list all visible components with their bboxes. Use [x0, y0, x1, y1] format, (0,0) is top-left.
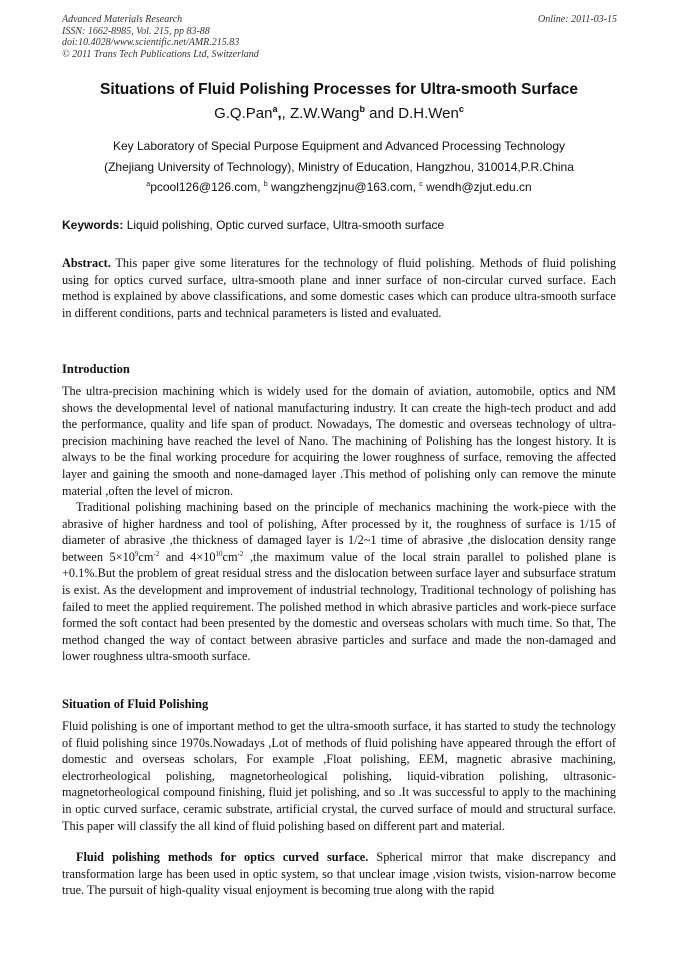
intro-paragraph-1: The ultra-precision machining which is widely used for the domain of aviation, automobile, optics and NM shows the developmental level of national manufacturing industry. It can create the high-tech product and add the performance, quality and life span of product. Nowadays, The domestic and overseas technology of ultra-precision machining have reached the level of Nano. The machining of Polishing has the longest history. It is always to be the final working procedure for acquiring the lower roughness of surface, removing the affected layer and gaining the smooth and none-damaged layer .This method of polishing only can remove the minute material ,often the level of micron.: [62, 384, 616, 498]
section-heading-introduction: Introduction: [62, 362, 130, 376]
abstract: [62, 255, 616, 321]
author-2: , Z.W.Wang: [281, 105, 360, 122]
email-b: wangzhengzjnu@163.com,: [267, 180, 420, 194]
affiliation-line-1: Key Laboratory of Special Purpose Equipment and Advanced Processing Technology: [112, 139, 566, 153]
doi-line: doi:10.4028/www.scientific.net/AMR.215.83: [62, 37, 240, 48]
email-c-sup: c: [419, 181, 423, 188]
online-date: Online: 2011-03-15: [538, 14, 617, 25]
paper-title: Situations of Fluid Polishing Processes for Ultra-smooth Surface: [100, 81, 578, 98]
email-c: wendh@zjut.edu.cn: [422, 180, 532, 194]
situation-paragraph-2: Fluid polishing methods for optics curved surface. Spherical mirror that make discrepancy and transformation large has been used in optic system, so that unclear image ,vision twists, vision-narrow become true. The pursuit of high-quality visual enjoyment is becoming true along with the rapid: [62, 850, 616, 898]
abstract-text: This paper give some literatures for the technology of fluid polishing. Methods of fluid polishing using for optics curved surface, ultra-smooth plane and inner surface of non-circular curved surface. Each method is explained by above classifications, and some domestic cases which can produce ultra-smooth surface in different conditions, parts and technical parameters is listed and evaluated.: [62, 256, 616, 320]
intro-paragraph-2: Traditional polishing machining based on the principle of mechanics machining the work-piece with the abrasive of higher hardness and tool of polishing, After processed by it, the roughness of surface is 1/15 of diameter of abrasive ,the thickness of damaged layer is 1/2~1 time of abrasive ,the dislocation density range between $5\times 10^9cm^{-2}$ and $4\times 10^{10}cm^{-2}$ ,the maximum value of the local strain parallel to polished plane is +0.1%.But the problem of great residual stress and the dislocation between surface layer and subsurface stratum is exist. As the development and improvement of industrial technology, Traditional technology of polishing has failed to meet the applied requirement. The polished method in which abrasive particles and work-piece surface formed the soft contact had been presented by the domestic and overseas scholars with much time. So that, The method changed the way of contact between abrasive particles and surface and made the non-damaged and lower roughness ultra-smooth surface.: [62, 500, 616, 664]
author-2-sup: b: [359, 104, 365, 114]
journal-name: Advanced Materials Research: [62, 14, 183, 25]
author-1-sup: a: [272, 104, 278, 114]
email-a-sup: a: [146, 181, 151, 188]
author-1: G.Q.Pan: [214, 105, 273, 122]
keywords-text: Liquid polishing, Optic curved surface, Ultra-smooth surface: [123, 218, 445, 232]
author-line: G.Q.Pan$^a$,, Z.W.Wang$^b$ and D.H.Wen$^c$: [214, 104, 464, 122]
issn-line: ISSN: 1662-8985, Vol. 215, pp 83-88: [62, 25, 210, 37]
email-b-sup: b: [263, 181, 268, 188]
email-a: pcool126@126.com,: [150, 180, 264, 194]
author-3: and D.H.Wen: [364, 105, 459, 122]
email-line: [62, 180, 616, 194]
affiliation-line-2: (Zhejiang University of Technology), Ministry of Education, Hangzhou, 310014,P.R.China: [104, 160, 574, 174]
abstract-label: Abstract.: [62, 256, 111, 270]
copyright-line: © 2011 Trans Tech Publications Ltd, Switzerland: [62, 48, 259, 60]
section-heading-situation: Situation of Fluid Polishing: [62, 697, 209, 711]
subsection-label: Fluid polishing methods for optics curved surface.: [76, 850, 369, 864]
author-3-sup: c: [458, 104, 464, 114]
situation-paragraph-1: Fluid polishing is one of important method to get the ultra-smooth surface, it has started to study the technology of fluid polishing since 1970s.Nowadays ,Lot of methods of fluid polishing have appeared through the effort of domestic and overseas scholars, For example ,Float polishing, EEM, magnetic abrasive machining, electrorheological polishing, magnetorheological polishing, liquid-vibration polishing, ultrasonic-magnetorheological compound finishing, fluid jet polishing, and so .It was successful to apply to the machining in optic curved surface, ceramic substrate, artificial crystal, the curved surface of mould and structural surface. This paper will classify the all kind of fluid polishing based on different part and material.: [62, 719, 616, 833]
keywords: [62, 218, 616, 232]
journal-header: [62, 14, 617, 60]
keywords-label: Keywords:: [62, 218, 124, 232]
